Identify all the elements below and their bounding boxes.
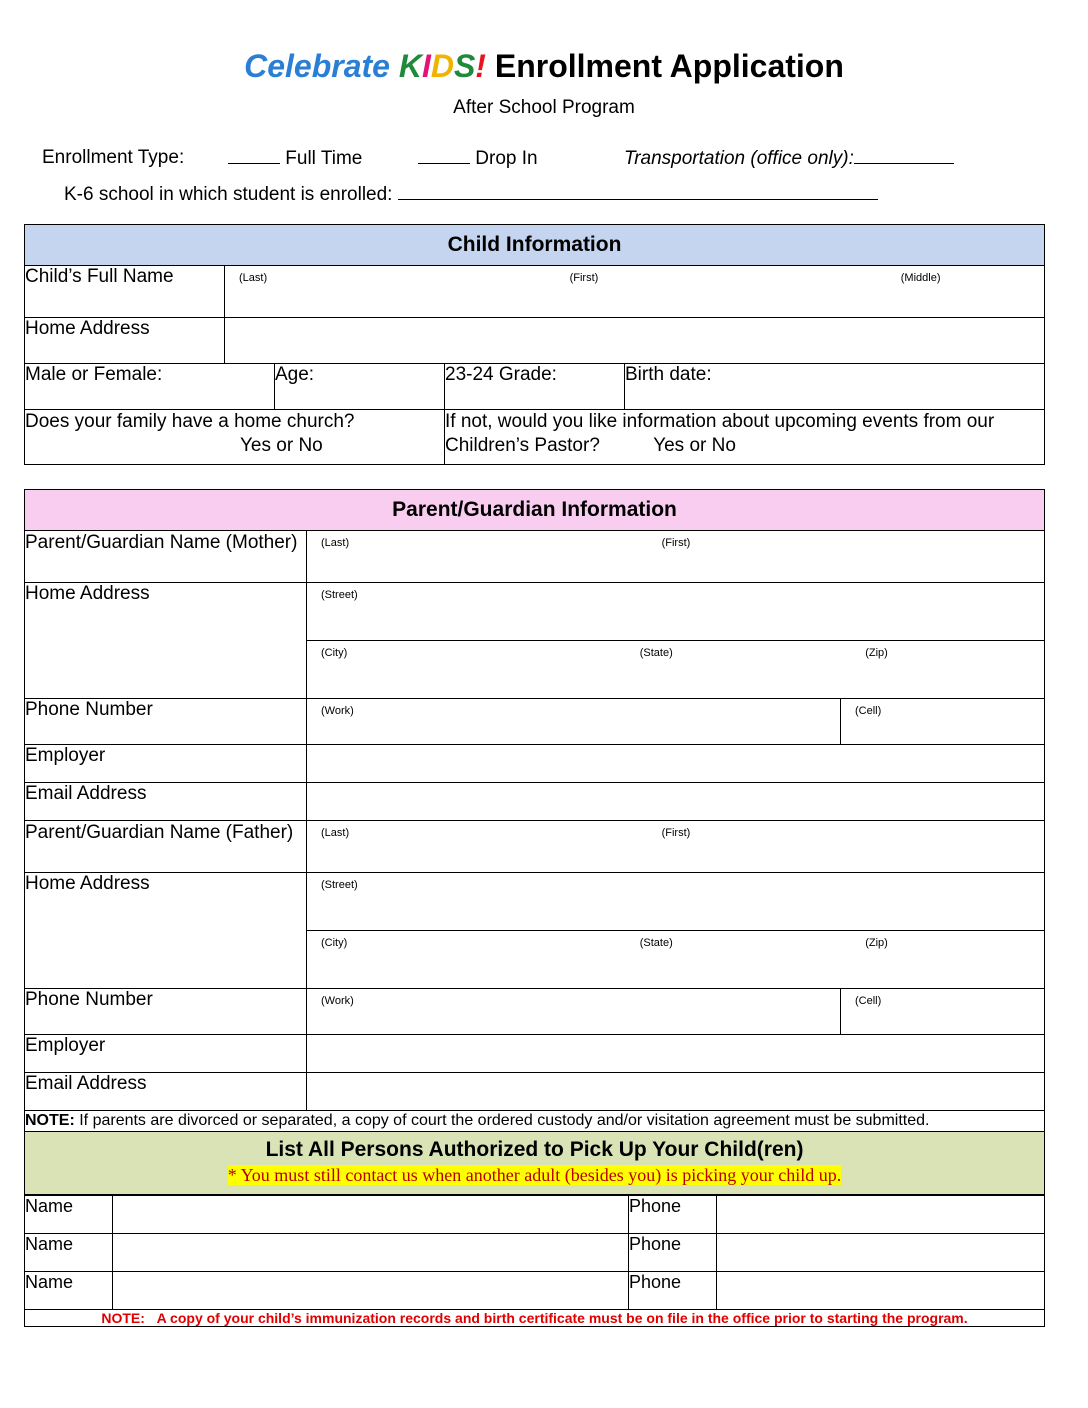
drop-in-option[interactable] <box>418 147 538 170</box>
child-pastor-question-text: If not, would you like information about upcoming events from our Children’s Pastor? <box>445 411 995 456</box>
father-cell-phone-input[interactable] <box>841 989 1045 1035</box>
mother-name-label: Parent/Guardian Name (Mother) <box>25 531 307 583</box>
child-grade-label: 23-24 Grade: <box>445 364 625 410</box>
pickup-phone-input-2[interactable] <box>717 1234 1045 1272</box>
mother-name-input[interactable] <box>307 531 1045 583</box>
mother-street-hint: (Street) <box>321 589 358 601</box>
parent-information-table <box>24 489 1045 1195</box>
father-email-input[interactable] <box>307 1073 1045 1111</box>
father-citystatezip-input[interactable] <box>307 931 1045 989</box>
mother-last-hint: (Last) <box>321 537 350 549</box>
enrollment-type-label: Enrollment Type: <box>42 147 185 168</box>
child-gender-label: Male or Female: <box>25 364 275 410</box>
father-street-hint: (Street) <box>321 879 358 891</box>
table-row <box>25 1234 1045 1272</box>
father-work-hint: (Work) <box>321 995 354 1007</box>
pickup-subtitle-text: * You must still contact us when another adult (besides you) is picking your child up. <box>227 1165 842 1185</box>
mother-employer-label: Employer <box>25 745 307 783</box>
father-employer-input[interactable] <box>307 1035 1045 1073</box>
pickup-phone-input-1[interactable] <box>717 1196 1045 1234</box>
child-section-header: Child Information <box>25 225 1045 266</box>
enrollment-type-row <box>24 147 1064 177</box>
mother-cell-phone-input[interactable] <box>841 699 1045 745</box>
mother-state-hint: (State) <box>639 647 673 659</box>
father-work-phone-input[interactable] <box>307 989 841 1035</box>
title-suffix: Enrollment Application <box>485 48 844 84</box>
child-name-input[interactable] <box>225 266 1045 318</box>
pickup-title: List All Persons Authorized to Pick Up Your Child(ren) <box>265 1138 804 1161</box>
full-time-option[interactable] <box>228 147 362 170</box>
father-state-hint: (State) <box>639 937 673 949</box>
mother-employer-input[interactable] <box>307 745 1045 783</box>
father-name-input[interactable] <box>307 821 1045 873</box>
pickup-name-label-3: Name <box>25 1272 113 1310</box>
drop-in-label: Drop In <box>475 148 538 169</box>
immunization-note-label: NOTE: <box>101 1310 145 1326</box>
pickup-section-header <box>25 1132 1045 1195</box>
transportation-field[interactable] <box>624 147 954 170</box>
table-row <box>25 1196 1045 1234</box>
pickup-subtitle <box>33 1165 1036 1186</box>
transportation-label: Transportation (office only): <box>624 148 854 169</box>
transportation-blank[interactable] <box>854 147 954 164</box>
father-zip-hint: (Zip) <box>865 937 888 949</box>
child-name-first-hint: (First) <box>569 272 599 284</box>
mother-citystatezip-input[interactable] <box>307 641 1045 699</box>
mother-address-label: Home Address <box>25 583 307 699</box>
father-address-label: Home Address <box>25 873 307 989</box>
father-city-hint: (City) <box>321 937 348 949</box>
full-time-blank[interactable] <box>228 147 280 164</box>
mother-first-hint: (First) <box>661 537 691 549</box>
pickup-table <box>24 1195 1045 1327</box>
child-name-middle-hint: (Middle) <box>900 272 941 284</box>
child-pastor-answer[interactable]: Yes or No <box>653 434 736 456</box>
table-row <box>25 1272 1045 1310</box>
child-church-question <box>25 410 445 465</box>
mother-city-hint: (City) <box>321 647 348 659</box>
pickup-name-input-2[interactable] <box>113 1234 629 1272</box>
child-name-last-hint: (Last) <box>239 272 268 284</box>
father-employer-label: Employer <box>25 1035 307 1073</box>
father-phone-label: Phone Number <box>25 989 307 1035</box>
child-birthdate-label: Birth date: <box>625 364 1045 410</box>
mother-email-input[interactable] <box>307 783 1045 821</box>
mother-email-label: Email Address <box>25 783 307 821</box>
divorce-note-label: NOTE: <box>25 1112 75 1129</box>
mother-work-phone-input[interactable] <box>307 699 841 745</box>
child-age-label: Age: <box>275 364 445 410</box>
drop-in-blank[interactable] <box>418 147 470 164</box>
father-name-label: Parent/Guardian Name (Father) <box>25 821 307 873</box>
pickup-name-input-3[interactable] <box>113 1272 629 1310</box>
pickup-phone-input-3[interactable] <box>717 1272 1045 1310</box>
school-label: K-6 school in which student is enrolled: <box>64 184 393 205</box>
father-last-hint: (Last) <box>321 827 350 839</box>
immunization-note-text: A copy of your child’s immunization records and birth certificate must be on file in the office prior to starting the program. <box>156 1310 968 1326</box>
pickup-name-label-2: Name <box>25 1234 113 1272</box>
father-first-hint: (First) <box>661 827 691 839</box>
mother-phone-label: Phone Number <box>25 699 307 745</box>
pickup-phone-label-3: Phone <box>629 1272 717 1310</box>
pickup-name-input-1[interactable] <box>113 1196 629 1234</box>
brand-logo-text: Celebrate KIDS! <box>244 48 486 84</box>
pickup-name-label-1: Name <box>25 1196 113 1234</box>
parent-section-header: Parent/Guardian Information <box>25 490 1045 531</box>
child-address-input[interactable] <box>225 318 1045 364</box>
child-pastor-question <box>445 410 1045 465</box>
divorce-note <box>25 1111 1045 1132</box>
father-email-label: Email Address <box>25 1073 307 1111</box>
page-title <box>24 48 1064 85</box>
page-subtitle: After School Program <box>453 97 635 118</box>
child-name-label: Child’s Full Name <box>25 266 225 318</box>
pickup-phone-label-2: Phone <box>629 1234 717 1272</box>
child-address-label: Home Address <box>25 318 225 364</box>
father-street-input[interactable] <box>307 873 1045 931</box>
father-cell-hint: (Cell) <box>855 995 882 1007</box>
immunization-note <box>25 1310 1045 1327</box>
mother-cell-hint: (Cell) <box>855 705 882 717</box>
divorce-note-text: If parents are divorced or separated, a copy of court the ordered custody and/or visitation agreement must be submitted. <box>74 1112 930 1129</box>
mother-street-input[interactable] <box>307 583 1045 641</box>
full-time-label: Full Time <box>285 148 363 169</box>
child-church-answer[interactable]: Yes or No <box>240 434 323 456</box>
school-blank[interactable] <box>398 183 878 200</box>
mother-zip-hint: (Zip) <box>865 647 888 659</box>
pickup-phone-label-1: Phone <box>629 1196 717 1234</box>
mother-work-hint: (Work) <box>321 705 354 717</box>
school-row <box>24 183 1064 206</box>
child-church-question-text: Does your family have a home church? <box>25 411 355 432</box>
child-information-table <box>24 224 1045 465</box>
